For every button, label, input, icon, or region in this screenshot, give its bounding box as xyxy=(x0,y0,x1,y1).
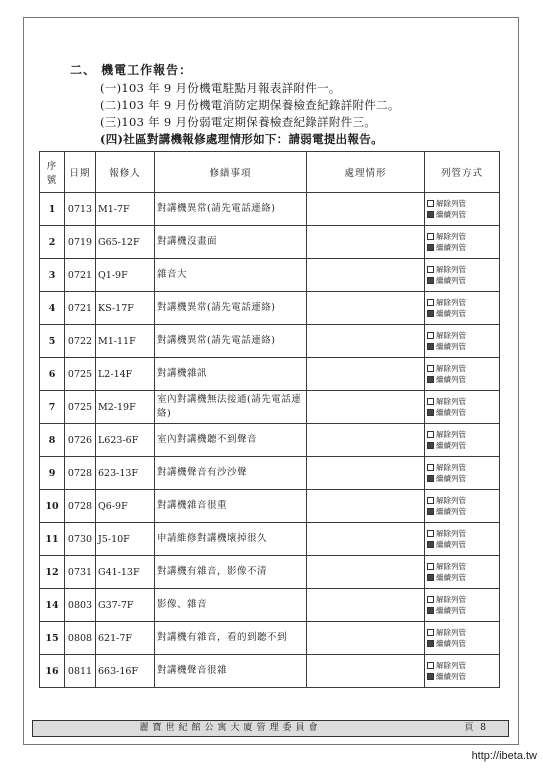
checkbox-icon[interactable] xyxy=(427,233,434,240)
section-item-3: (三)103 年 9 月份弱電定期保養檢查紀錄詳附件三。 xyxy=(100,115,377,129)
row-status xyxy=(425,655,500,688)
row-status xyxy=(425,358,500,391)
row-status xyxy=(425,457,500,490)
table-row xyxy=(40,589,500,622)
status-option-release[interactable] xyxy=(427,198,497,209)
row-handling xyxy=(307,556,425,589)
row-reporter: G41-13F xyxy=(96,556,155,589)
row-reporter: 623-13F xyxy=(96,457,155,490)
table-row xyxy=(40,457,500,490)
row-number: 9 xyxy=(40,457,65,490)
status-option-release[interactable] xyxy=(427,594,497,605)
status-option-label: 解除列管 xyxy=(436,562,466,571)
checkbox-icon[interactable] xyxy=(427,563,434,570)
repair-table xyxy=(39,151,500,688)
status-option-release[interactable] xyxy=(427,264,497,275)
row-date: 0725 xyxy=(65,391,96,424)
table-header-row xyxy=(40,152,500,193)
checkbox-checked-icon[interactable] xyxy=(427,442,434,449)
status-option-release[interactable] xyxy=(427,231,497,242)
checkbox-checked-icon[interactable] xyxy=(427,343,434,350)
status-option-continue[interactable] xyxy=(427,308,497,319)
row-date: 0808 xyxy=(65,622,96,655)
row-number: 6 xyxy=(40,358,65,391)
checkbox-checked-icon[interactable] xyxy=(427,376,434,383)
row-issue: 對講機雜音很重 xyxy=(155,490,307,523)
row-date: 0721 xyxy=(65,292,96,325)
header-issue: 修繕事項 xyxy=(155,152,307,193)
status-option-release[interactable] xyxy=(427,330,497,341)
row-date: 0730 xyxy=(65,523,96,556)
row-reporter: 621-7F xyxy=(96,622,155,655)
status-option-label: 解除列管 xyxy=(436,331,466,340)
row-number: 2 xyxy=(40,226,65,259)
row-number: 7 xyxy=(40,391,65,424)
table-row xyxy=(40,193,500,226)
row-issue: 室內對講機無法接通(請先電話連絡) xyxy=(155,391,307,424)
row-issue: 對講機異常(請先電話連絡) xyxy=(155,193,307,226)
status-option-label: 繼續列管 xyxy=(436,342,466,351)
table-row xyxy=(40,490,500,523)
footer-organization: 麗寶世紀館公寓大廈管理委員會 xyxy=(139,723,322,733)
status-option-release[interactable] xyxy=(427,363,497,374)
report-section xyxy=(70,60,510,148)
status-option-release[interactable] xyxy=(427,429,497,440)
row-reporter: M2-19F xyxy=(96,391,155,424)
status-option-continue[interactable] xyxy=(427,209,497,220)
row-reporter: J5-10F xyxy=(96,523,155,556)
row-number: 10 xyxy=(40,490,65,523)
footer-page-number: 頁 8 xyxy=(464,723,488,733)
row-handling xyxy=(307,490,425,523)
row-handling xyxy=(307,391,425,424)
row-number: 3 xyxy=(40,259,65,292)
checkbox-checked-icon[interactable] xyxy=(427,607,434,614)
row-handling xyxy=(307,358,425,391)
status-option-release[interactable] xyxy=(427,495,497,506)
status-option-continue[interactable] xyxy=(427,242,497,253)
checkbox-icon[interactable] xyxy=(427,596,434,603)
status-option-label: 繼續列管 xyxy=(436,474,466,483)
row-handling xyxy=(307,292,425,325)
status-option-release[interactable] xyxy=(427,627,497,638)
table-row xyxy=(40,556,500,589)
row-handling xyxy=(307,424,425,457)
row-status xyxy=(425,292,500,325)
checkbox-checked-icon[interactable] xyxy=(427,211,434,218)
status-option-label: 解除列管 xyxy=(436,463,466,472)
row-handling xyxy=(307,457,425,490)
row-reporter: M1-11F xyxy=(96,325,155,358)
status-option-label: 解除列管 xyxy=(436,232,466,241)
status-option-continue[interactable] xyxy=(427,539,497,550)
row-issue: 對講機異常(請先電話連絡) xyxy=(155,325,307,358)
status-option-label: 解除列管 xyxy=(436,199,466,208)
watermark: http://ibeta.tw xyxy=(471,750,537,762)
row-handling xyxy=(307,259,425,292)
row-issue: 申請維修對講機壞掉很久 xyxy=(155,523,307,556)
status-option-label: 解除列管 xyxy=(436,661,466,670)
checkbox-icon[interactable] xyxy=(427,332,434,339)
checkbox-icon[interactable] xyxy=(427,398,434,405)
status-option-continue[interactable] xyxy=(427,374,497,385)
status-option-continue[interactable] xyxy=(427,440,497,451)
header-no: 序號 xyxy=(40,152,65,193)
checkbox-icon[interactable] xyxy=(427,431,434,438)
row-date: 0725 xyxy=(65,358,96,391)
status-option-continue[interactable] xyxy=(427,671,497,682)
table-row xyxy=(40,292,500,325)
row-reporter: L2-14F xyxy=(96,358,155,391)
status-option-release[interactable] xyxy=(427,528,497,539)
row-date: 0731 xyxy=(65,556,96,589)
row-handling xyxy=(307,655,425,688)
status-option-continue[interactable] xyxy=(427,407,497,418)
checkbox-icon[interactable] xyxy=(427,530,434,537)
row-reporter: Q1-9F xyxy=(96,259,155,292)
status-option-label: 繼續列管 xyxy=(436,606,466,615)
row-number: 15 xyxy=(40,622,65,655)
row-status xyxy=(425,556,500,589)
checkbox-checked-icon[interactable] xyxy=(427,574,434,581)
row-status xyxy=(425,193,500,226)
status-option-label: 繼續列管 xyxy=(436,441,466,450)
row-issue: 室內對講機聽不到聲音 xyxy=(155,424,307,457)
status-option-label: 繼續列管 xyxy=(436,573,466,582)
header-reporter: 報修人 xyxy=(96,152,155,193)
header-status: 列管方式 xyxy=(425,152,500,193)
checkbox-checked-icon[interactable] xyxy=(427,541,434,548)
row-date: 0728 xyxy=(65,490,96,523)
checkbox-checked-icon[interactable] xyxy=(427,475,434,482)
checkbox-icon[interactable] xyxy=(427,629,434,636)
checkbox-checked-icon[interactable] xyxy=(427,409,434,416)
section-title: 二、 機電工作報告： xyxy=(70,63,193,77)
row-status xyxy=(425,622,500,655)
checkbox-icon[interactable] xyxy=(427,266,434,273)
status-option-label: 解除列管 xyxy=(436,628,466,637)
row-status xyxy=(425,325,500,358)
row-handling xyxy=(307,226,425,259)
header-handling: 處理情形 xyxy=(307,152,425,193)
row-reporter: L623-6F xyxy=(96,424,155,457)
row-date: 0722 xyxy=(65,325,96,358)
status-option-label: 繼續列管 xyxy=(436,639,466,648)
status-option-continue[interactable] xyxy=(427,275,497,286)
row-issue: 對講機聲音有沙沙聲 xyxy=(155,457,307,490)
header-date: 日期 xyxy=(65,152,96,193)
row-handling xyxy=(307,193,425,226)
row-reporter: G65-12F xyxy=(96,226,155,259)
row-issue: 對講機沒畫面 xyxy=(155,226,307,259)
section-item-4: (四)社區對講機報修處理情形如下：請弱電提出報告。 xyxy=(100,132,383,146)
row-date: 0726 xyxy=(65,424,96,457)
status-option-continue[interactable] xyxy=(427,506,497,517)
row-date: 0713 xyxy=(65,193,96,226)
status-option-label: 繼續列管 xyxy=(436,672,466,681)
row-handling xyxy=(307,589,425,622)
row-issue: 對講機有雜音，看的到聽不到 xyxy=(155,622,307,655)
row-status xyxy=(425,490,500,523)
row-issue: 對講機聲音很雜 xyxy=(155,655,307,688)
status-option-release[interactable] xyxy=(427,462,497,473)
status-option-release[interactable] xyxy=(427,396,497,407)
status-option-label: 繼續列管 xyxy=(436,309,466,318)
table-row xyxy=(40,259,500,292)
status-option-label: 解除列管 xyxy=(436,496,466,505)
checkbox-icon[interactable] xyxy=(427,662,434,669)
row-number: 8 xyxy=(40,424,65,457)
checkbox-checked-icon[interactable] xyxy=(427,640,434,647)
row-date: 0803 xyxy=(65,589,96,622)
checkbox-checked-icon[interactable] xyxy=(427,310,434,317)
status-option-release[interactable] xyxy=(427,297,497,308)
checkbox-checked-icon[interactable] xyxy=(427,244,434,251)
row-number: 12 xyxy=(40,556,65,589)
status-option-continue[interactable] xyxy=(427,341,497,352)
row-status xyxy=(425,424,500,457)
status-option-label: 繼續列管 xyxy=(436,243,466,252)
checkbox-icon[interactable] xyxy=(427,365,434,372)
status-option-label: 繼續列管 xyxy=(436,375,466,384)
checkbox-checked-icon[interactable] xyxy=(427,508,434,515)
row-reporter: G37-7F xyxy=(96,589,155,622)
row-handling xyxy=(307,325,425,358)
table-row xyxy=(40,622,500,655)
table-row xyxy=(40,358,500,391)
checkbox-icon[interactable] xyxy=(427,464,434,471)
row-date: 0719 xyxy=(65,226,96,259)
row-status xyxy=(425,391,500,424)
status-option-continue[interactable] xyxy=(427,572,497,583)
status-option-label: 繼續列管 xyxy=(436,507,466,516)
status-option-label: 解除列管 xyxy=(436,397,466,406)
checkbox-icon[interactable] xyxy=(427,200,434,207)
status-option-label: 解除列管 xyxy=(436,265,466,274)
row-number: 14 xyxy=(40,589,65,622)
row-reporter: M1-7F xyxy=(96,193,155,226)
row-date: 0728 xyxy=(65,457,96,490)
status-option-label: 解除列管 xyxy=(436,298,466,307)
status-option-label: 繼續列管 xyxy=(436,540,466,549)
row-number: 5 xyxy=(40,325,65,358)
row-issue: 對講機雜訊 xyxy=(155,358,307,391)
row-date: 0721 xyxy=(65,259,96,292)
status-option-label: 解除列管 xyxy=(436,595,466,604)
row-reporter: KS-17F xyxy=(96,292,155,325)
checkbox-checked-icon[interactable] xyxy=(427,277,434,284)
row-issue: 雜音大 xyxy=(155,259,307,292)
checkbox-icon[interactable] xyxy=(427,299,434,306)
row-status xyxy=(425,226,500,259)
row-handling xyxy=(307,523,425,556)
table-row xyxy=(40,391,500,424)
row-date: 0811 xyxy=(65,655,96,688)
status-option-label: 解除列管 xyxy=(436,430,466,439)
section-item-2: (二)103 年 9 月份機電消防定期保養檢查紀錄詳附件二。 xyxy=(100,98,400,112)
row-number: 1 xyxy=(40,193,65,226)
row-number: 4 xyxy=(40,292,65,325)
row-issue: 影像、雜音 xyxy=(155,589,307,622)
row-reporter: Q6-9F xyxy=(96,490,155,523)
row-handling xyxy=(307,622,425,655)
checkbox-icon[interactable] xyxy=(427,497,434,504)
row-number: 11 xyxy=(40,523,65,556)
status-option-label: 解除列管 xyxy=(436,364,466,373)
row-status xyxy=(425,589,500,622)
table-row xyxy=(40,523,500,556)
table-row xyxy=(40,655,500,688)
row-status xyxy=(425,523,500,556)
status-option-label: 繼續列管 xyxy=(436,276,466,285)
status-option-release[interactable] xyxy=(427,561,497,572)
status-option-continue[interactable] xyxy=(427,605,497,616)
row-status xyxy=(425,259,500,292)
table-row xyxy=(40,424,500,457)
table-row xyxy=(40,325,500,358)
status-option-label: 繼續列管 xyxy=(436,210,466,219)
footer-bar xyxy=(32,720,509,737)
section-item-1: (一)103 年 9 月份機電駐點月報表詳附件一。 xyxy=(100,81,341,95)
status-option-release[interactable] xyxy=(427,660,497,671)
status-option-label: 繼續列管 xyxy=(436,408,466,417)
status-option-label: 解除列管 xyxy=(436,529,466,538)
row-issue: 對講機異常(請先電話連絡) xyxy=(155,292,307,325)
row-reporter: 663-16F xyxy=(96,655,155,688)
checkbox-checked-icon[interactable] xyxy=(427,673,434,680)
row-number: 16 xyxy=(40,655,65,688)
status-option-continue[interactable] xyxy=(427,638,497,649)
table-row xyxy=(40,226,500,259)
row-issue: 對講機有雜音，影像不清 xyxy=(155,556,307,589)
status-option-continue[interactable] xyxy=(427,473,497,484)
